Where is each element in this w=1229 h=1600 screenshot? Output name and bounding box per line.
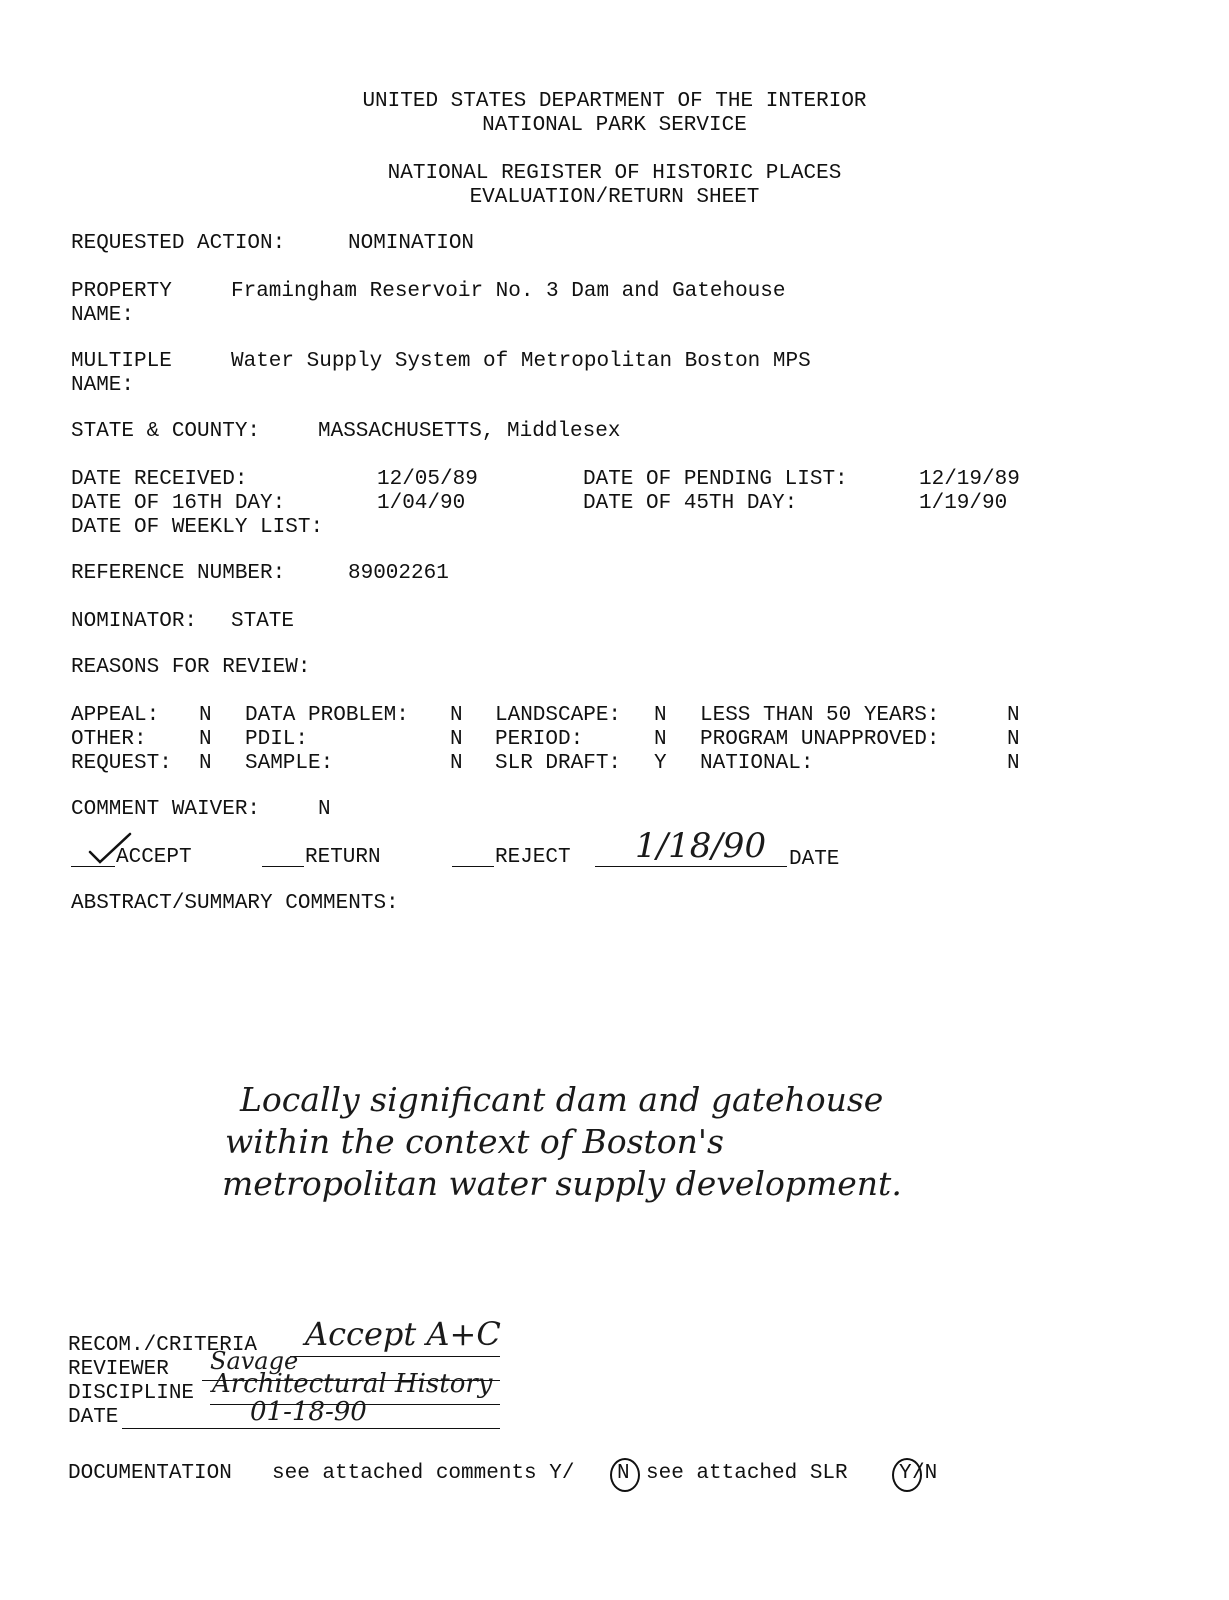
- reason-period-value: N: [654, 728, 667, 751]
- reason-other-value: N: [199, 728, 212, 751]
- documentation-comments-text: see attached comments Y/: [272, 1462, 575, 1485]
- footer-date-value: 01-18-90: [250, 1397, 367, 1427]
- discipline-label: DISCIPLINE: [68, 1382, 195, 1405]
- multiple-label: MULTIPLE: [71, 350, 172, 373]
- reject-label: REJECT: [495, 846, 571, 869]
- header-department: UNITED STATES DEPARTMENT OF THE INTERIOR: [362, 90, 867, 113]
- date-16th-day-value: 1/04/90: [377, 492, 466, 515]
- reason-slr-draft-label: SLR DRAFT:: [495, 752, 622, 775]
- recom-criteria-line[interactable]: [290, 1356, 500, 1357]
- reason-appeal-value: N: [199, 704, 212, 727]
- recom-criteria-label: RECOM./CRITERIA: [68, 1334, 258, 1357]
- reason-landscape-value: N: [654, 704, 667, 727]
- state-county-label: STATE & COUNTY:: [71, 420, 261, 443]
- reason-pdil-label: PDIL:: [245, 728, 309, 751]
- reason-period-label: PERIOD:: [495, 728, 584, 751]
- requested-action-label: REQUESTED ACTION:: [71, 232, 286, 255]
- selection-circle-icon: [610, 1458, 640, 1492]
- discipline-value: Architectural History: [212, 1369, 493, 1399]
- reviewer-value: Savage: [210, 1347, 299, 1375]
- decision-date-label: DATE: [789, 848, 840, 871]
- handwritten-comment-line-3: metropolitan water supply development.: [222, 1164, 902, 1203]
- reason-data-problem-label: DATA PROBLEM:: [245, 704, 409, 727]
- handwritten-comment-line-1: Locally significant dam and gatehouse: [240, 1080, 884, 1119]
- reason-sample-label: SAMPLE:: [245, 752, 334, 775]
- return-label: RETURN: [305, 846, 381, 869]
- decision-date-line[interactable]: [595, 866, 787, 867]
- date-pending-value: 12/19/89: [919, 468, 1020, 491]
- date-45th-day-value: 1/19/90: [919, 492, 1008, 515]
- reason-slr-draft-value: Y: [654, 752, 667, 775]
- reason-request-value: N: [199, 752, 212, 775]
- property-name-label: NAME:: [71, 304, 135, 327]
- reject-blank[interactable]: [452, 866, 494, 867]
- reason-landscape-label: LANDSCAPE:: [495, 704, 622, 727]
- comment-waiver-label: COMMENT WAIVER:: [71, 798, 261, 821]
- reason-sample-value: N: [450, 752, 463, 775]
- reason-request-label: REQUEST:: [71, 752, 172, 775]
- reason-less-than-50-label: LESS THAN 50 YEARS:: [700, 704, 940, 727]
- documentation-label: DOCUMENTATION: [68, 1462, 232, 1485]
- reason-national-value: N: [1007, 752, 1020, 775]
- nominator-label: NOMINATOR:: [71, 610, 198, 633]
- state-county-value: MASSACHUSETTS, Middlesex: [318, 420, 621, 443]
- reference-number-label: REFERENCE NUMBER:: [71, 562, 286, 585]
- reason-appeal-label: APPEAL:: [71, 704, 160, 727]
- reason-national-label: NATIONAL:: [700, 752, 814, 775]
- header-service: NATIONAL PARK SERVICE: [482, 114, 747, 137]
- date-16th-day-label: DATE OF 16TH DAY:: [71, 492, 286, 515]
- documentation-slr-selected: Y: [899, 1462, 912, 1485]
- reviewer-label: REVIEWER: [68, 1358, 169, 1381]
- requested-action-value: NOMINATION: [348, 232, 475, 255]
- reason-less-than-50-value: N: [1007, 704, 1020, 727]
- reasons-for-review-label: REASONS FOR REVIEW:: [71, 656, 311, 679]
- documentation-slr-after: /N: [912, 1462, 938, 1485]
- handwritten-comment-line-2: within the context of Boston's: [225, 1122, 724, 1161]
- reason-program-unapproved-value: N: [1007, 728, 1020, 751]
- reason-data-problem-value: N: [450, 704, 463, 727]
- comment-waiver-value: N: [318, 798, 331, 821]
- documentation-slr-text: see attached SLR: [646, 1462, 848, 1485]
- recom-criteria-value: Accept A+C: [305, 1315, 501, 1353]
- date-pending-label: DATE OF PENDING LIST:: [583, 468, 848, 491]
- abstract-summary-label: ABSTRACT/SUMMARY COMMENTS:: [71, 892, 399, 915]
- documentation-comments-selected: N: [617, 1462, 630, 1485]
- multiple-name-value: Water Supply System of Metropolitan Boston MPS: [231, 350, 811, 373]
- date-weekly-list-label: DATE OF WEEKLY LIST:: [71, 516, 324, 539]
- multiple-name-label: NAME:: [71, 374, 135, 397]
- property-name-value: Framingham Reservoir No. 3 Dam and Gatehouse: [231, 280, 786, 303]
- reason-pdil-value: N: [450, 728, 463, 751]
- return-blank[interactable]: [262, 866, 304, 867]
- date-received-label: DATE RECEIVED:: [71, 468, 248, 491]
- nominator-value: STATE: [231, 610, 295, 633]
- footer-date-label: DATE: [68, 1406, 119, 1429]
- header-sheet-title: EVALUATION/RETURN SHEET: [469, 186, 760, 209]
- accept-label: ACCEPT: [116, 846, 192, 869]
- date-45th-day-label: DATE OF 45TH DAY:: [583, 492, 798, 515]
- reason-program-unapproved-label: PROGRAM UNAPPROVED:: [700, 728, 940, 751]
- reason-other-label: OTHER:: [71, 728, 147, 751]
- property-label: PROPERTY: [71, 280, 172, 303]
- date-received-value: 12/05/89: [377, 468, 478, 491]
- decision-date-handwritten: 1/18/90: [635, 826, 767, 866]
- reference-number-value: 89002261: [348, 562, 449, 585]
- footer-date-line[interactable]: [122, 1428, 500, 1429]
- header-register: NATIONAL REGISTER OF HISTORIC PLACES: [387, 162, 842, 185]
